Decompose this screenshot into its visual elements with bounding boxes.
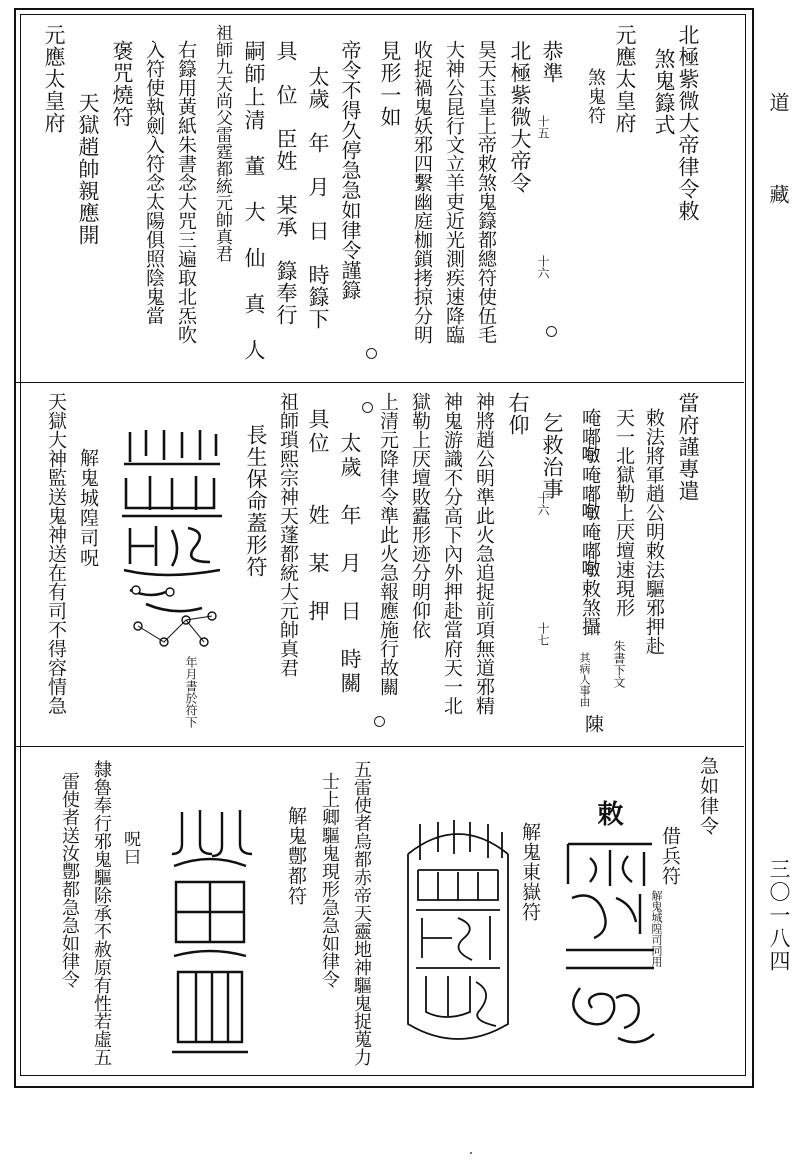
text-column: 昊天玉皇上帝敕煞鬼籙都總符使伍毛 bbox=[475, 40, 497, 344]
text-column: 嗣師上清 董 大 仙 真 人 bbox=[242, 40, 266, 362]
text-column: 五雷使者烏都赤帝天靈地神驅鬼捉蒐力 bbox=[351, 760, 372, 1066]
text-column: 敕 bbox=[593, 800, 623, 827]
text-column: 見形一如 bbox=[378, 40, 402, 128]
source-label: 道 藏 bbox=[766, 92, 790, 230]
text-column: 急如律令 bbox=[697, 756, 719, 836]
text-column: 獄勒上厌壇敗蠹形迹分明仰依 bbox=[409, 392, 431, 639]
text-column: 當府謹專遣 bbox=[676, 392, 700, 502]
text-column: 乞救治事 bbox=[540, 412, 564, 500]
text-column: 收捉禍鬼妖邪四繫幽庭枷鎖拷掠分明 bbox=[411, 40, 433, 344]
text-column: 北極紫微大帝令 bbox=[508, 40, 532, 194]
panel-divider-lower bbox=[15, 746, 744, 747]
text-column: 元應太皇府 bbox=[42, 24, 66, 134]
talisman-borrow-soldiers bbox=[560, 828, 663, 1058]
scan-speck bbox=[470, 1152, 472, 1154]
text-column: 借兵符 bbox=[659, 826, 681, 886]
text-column: 長生保命蓋形符 bbox=[244, 424, 268, 578]
text-column: 敕法將軍趙公明敕法驅邪押赴 bbox=[643, 408, 665, 655]
text-column: 入符使執劍入符念太陽俱照陰鬼當 bbox=[143, 40, 165, 325]
text-column: 褒咒燒符 bbox=[110, 40, 134, 128]
text-column: 神鬼游識不分高下內外押赴當府天一北 bbox=[441, 392, 463, 715]
text-column: 祖師瑣熙宗神天蓬都統大元帥真君 bbox=[277, 392, 299, 677]
talisman-fengdu bbox=[160, 806, 260, 1066]
text-column: 帝令不得久停急急如律令謹籙 bbox=[338, 40, 362, 300]
small-note: 解鬼城隍司同用 bbox=[650, 890, 663, 967]
text-column: 恭準 bbox=[540, 40, 564, 84]
text-column: 士上卿驅鬼現形急急如律令 bbox=[319, 772, 340, 988]
small-note: 十五 bbox=[536, 115, 550, 139]
text-column: 雷使者送汝鄷都急急如律令 bbox=[59, 772, 80, 988]
text-column: 北極紫微大帝律令敕 bbox=[676, 24, 700, 222]
text-column: 煞鬼籙式 bbox=[652, 48, 676, 136]
small-note: 十七 bbox=[536, 622, 550, 646]
small-note: 朱書下文 bbox=[612, 640, 626, 688]
mark-circle bbox=[374, 716, 385, 727]
text-column: 天一北獄勒上厌壇速現形 bbox=[613, 408, 635, 617]
text-column: 天獄趙帥親應開 bbox=[76, 92, 100, 246]
talisman-east-mountain bbox=[398, 814, 518, 1054]
text-column: 解鬼鄷都符 bbox=[285, 806, 307, 906]
text-column: 祖師九天尚父雷霆都統元帥真君 bbox=[212, 24, 232, 262]
text-column: 唵嘟𠽊唵嘟𠽊唵嘟𠽊敕煞攝 bbox=[579, 408, 601, 636]
text-column: 太歲 年 月 日 時籙下 bbox=[306, 66, 330, 330]
talisman-longevity bbox=[116, 420, 226, 670]
text-column: 大神公昆行文立羊吏近光測疾速降臨 bbox=[443, 40, 465, 344]
small-note: 其病人事由 bbox=[578, 652, 591, 707]
text-column: 上清元降律令準此火急報應施行故關 bbox=[377, 392, 399, 696]
small-note: 十六 bbox=[536, 255, 550, 279]
text-column: 陳 bbox=[582, 714, 604, 734]
text-column: 元應太皇府 bbox=[613, 24, 637, 134]
text-column: 呪曰 bbox=[120, 830, 140, 866]
text-column: 具位 姓 某 押 bbox=[306, 408, 330, 624]
text-column: 右籙用黃紙朱書念大咒三遍取北炁吹 bbox=[175, 40, 197, 344]
page-number: 三〇一八四 bbox=[767, 858, 791, 973]
text-column: 煞鬼符 bbox=[585, 68, 606, 125]
text-column: 解鬼東嶽符 bbox=[519, 822, 541, 922]
mark-circle bbox=[362, 402, 373, 413]
text-column: 天獄大神監送鬼神送在有司不得容情急 bbox=[45, 392, 67, 715]
text-column: 隸魯奉行邪鬼驅除承不赦原有性若虛五 bbox=[91, 760, 112, 1066]
text-column: 神將趙公明準此火急追捉前項無道邪精 bbox=[473, 392, 495, 715]
mark-circle bbox=[546, 326, 557, 337]
text-column: 右仰 bbox=[506, 392, 530, 436]
small-note: 十六 bbox=[536, 492, 550, 516]
small-note: 年月書於符下 bbox=[184, 656, 198, 728]
mark-circle bbox=[366, 348, 377, 359]
text-column: 具 位 臣姓 某承 籙奉行 bbox=[274, 40, 298, 326]
panel-divider-upper bbox=[15, 382, 744, 383]
text-column: 太歲 年 月 日 時關 bbox=[338, 432, 362, 696]
text-column: 解鬼城隍司呪 bbox=[77, 448, 99, 568]
